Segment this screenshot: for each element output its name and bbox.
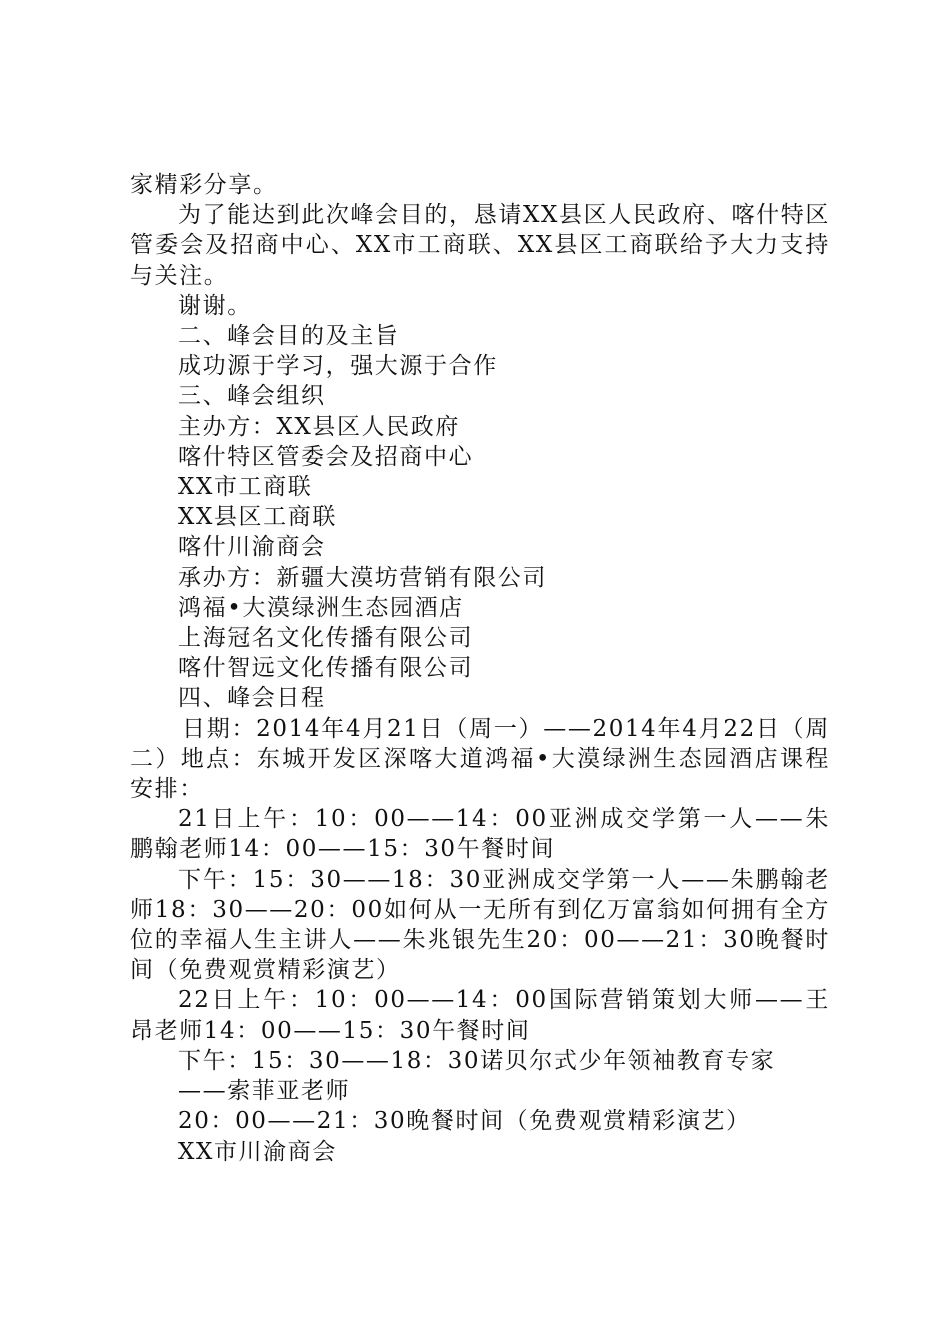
- schedule-day2-morning: 22日上午：10：00——14：00国际营销策划大师——王昂老师14：00——15：30午餐时间: [130, 987, 830, 1044]
- section-heading-schedule: 四、峰会日程: [178, 685, 326, 712]
- schedule-day1-afternoon: 下午：15：30——18：30亚洲成交学第一人——朱鹏翰老师18：30——20：00如何从一无所有到亿万富翁如何拥有全方位的幸福人生主讲人——朱兆银先生20：00——21：30晚餐时间（免费观赏精彩演艺）: [130, 866, 830, 984]
- co-organizer-hotel: 鸿福•大漠绿洲生态园酒店: [178, 594, 464, 621]
- organizer-kashgar-committee: 喀什特区管委会及招商中心: [178, 443, 474, 470]
- schedule-day2-afternoon: 下午：15：30——18：30诺贝尔式少年领袖教育专家: [178, 1047, 776, 1074]
- section-heading-purpose: 二、峰会目的及主旨: [178, 323, 400, 350]
- signature-chamber: XX市川渝商会: [178, 1138, 337, 1165]
- organizer-city-federation: XX市工商联: [178, 474, 313, 501]
- schedule-day1-morning: 21日上午：10：00——14：00亚洲成交学第一人——朱鹏翰老师14：00——15：30午餐时间: [130, 806, 830, 863]
- schedule-day2-speaker: ——索菲亚老师: [178, 1078, 351, 1105]
- organizer-chamber: 喀什川渝商会: [178, 534, 326, 561]
- organizer-county-federation: XX县区工商联: [178, 504, 337, 531]
- schedule-day2-dinner: 20：00——21：30晚餐时间（免费观赏精彩演艺）: [178, 1108, 751, 1135]
- paragraph-request-support: 为了能达到此次峰会目的，恳请XX县区人民政府、喀什特区管委会及招商中心、XX市工商联、XX县区工商联给予大力支持与关注。: [130, 202, 830, 289]
- document-body: [130, 170, 830, 1167]
- section-heading-organization: 三、峰会组织: [178, 383, 326, 410]
- paragraph-thanks: 谢谢。: [178, 292, 252, 319]
- paragraph-continuation: 家精彩分享。: [130, 172, 278, 198]
- co-organizer-shanghai: 上海冠名文化传播有限公司: [178, 625, 474, 652]
- co-organizer-damofang: 承办方：新疆大漠坊营销有限公司: [178, 564, 547, 591]
- paragraph-date-location: 日期：2014年4月21日（周一）——2014年4月22日（周二）地点：东城开发区深喀大道鸿福•大漠绿洲生态园酒店课程安排：: [130, 715, 830, 803]
- paragraph-motto: 成功源于学习，强大源于合作: [178, 353, 498, 380]
- organizer-host: 主办方：XX县区人民政府: [178, 413, 460, 440]
- co-organizer-kashgar-culture: 喀什智远文化传播有限公司: [178, 655, 474, 682]
